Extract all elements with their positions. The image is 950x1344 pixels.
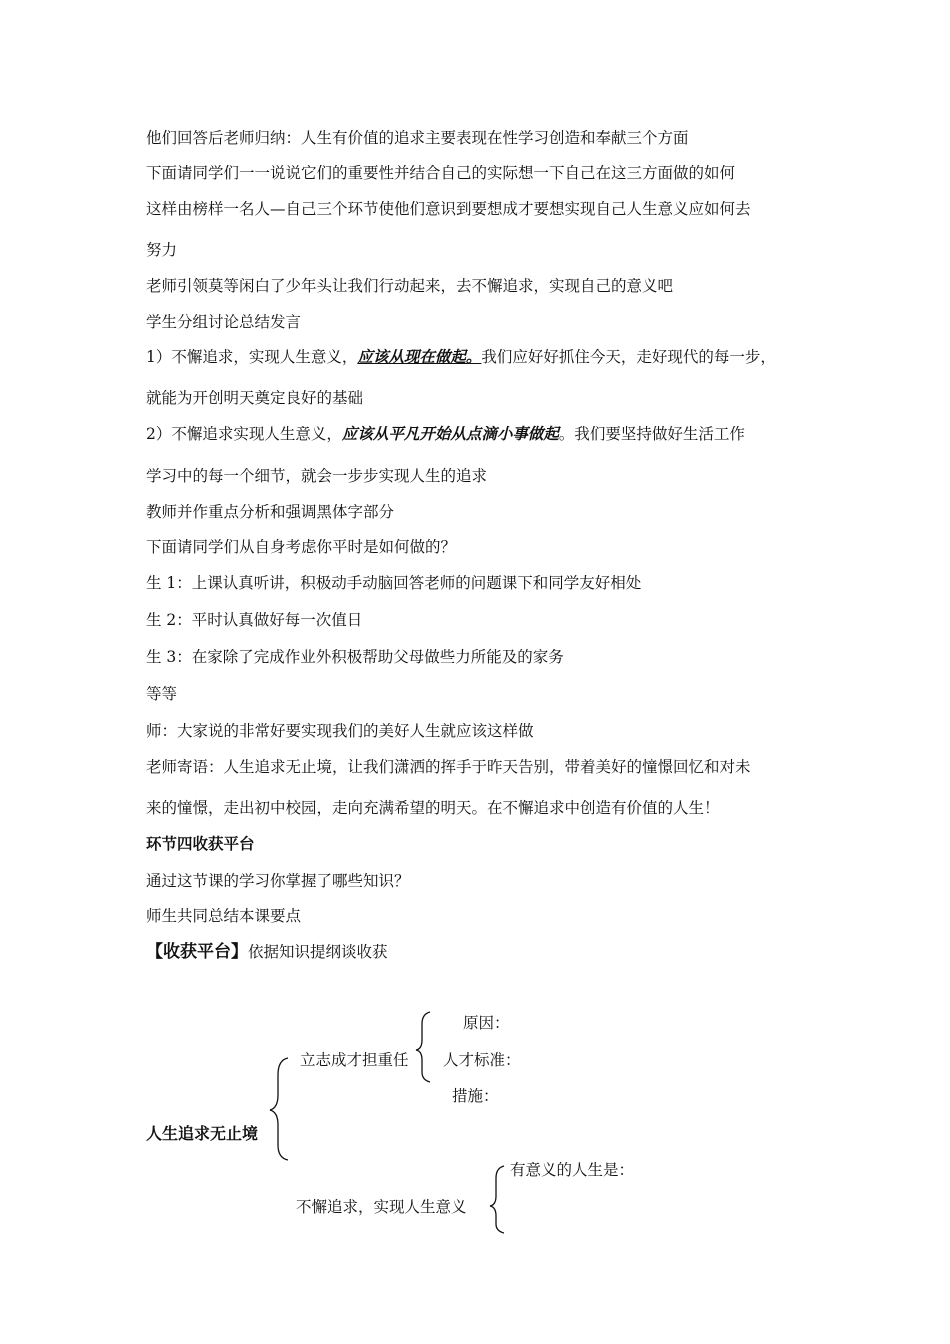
outline-item: 原因： [463, 1014, 510, 1032]
harvest-label: 【收获平台】 [146, 942, 248, 962]
paragraph: 师生共同总结本课要点 [146, 907, 302, 925]
branch2-brace [490, 1166, 504, 1233]
point-two-emphasis: 应该从平凡开始从点滴小事做起 [341, 424, 559, 443]
teacher-message: 来的憧憬，走出初中校园，走向充满希望的明天。在不懈追求中创造有价值的人生！ [146, 799, 720, 817]
section-title: 环节四收获平台 [146, 835, 255, 853]
student-answer: 生 1：上课认真听讲，积极动手动脑回答老师的问题课下和同学友好相处 [146, 574, 642, 592]
teacher-message: 老师寄语：人生追求无止境，让我们潇洒的挥手于昨天告别，带着美好的憧憬回忆和对未 [146, 758, 751, 776]
paragraph: 教师并作重点分析和强调黑体字部分 [146, 503, 395, 521]
point-one-lead: 1）不懈追求，实现人生意义， [146, 348, 358, 366]
paragraph: 老师引领莫等闲白了少年头让我们行动起来，去不懈追求，实现自己的意义吧 [146, 277, 674, 295]
paragraph: 学习中的每一个细节，就会一步步实现人生的追求 [146, 467, 488, 485]
point-two-tail: 。我们要坚持做好生活工作 [558, 425, 745, 443]
outline-item: 人才标准： [443, 1051, 521, 1069]
branch1-brace [416, 1012, 430, 1082]
paragraph: 下面请同学们从自身考虑你平时是如何做的？ [146, 538, 457, 556]
paragraph: 下面请同学们一一说说它们的重要性并结合自己的实际想一下自己在这三方面做的如何 [146, 164, 736, 182]
teacher-remark: 师：大家说的非常好要实现我们的美好人生就应该这样做 [146, 722, 534, 740]
outline-item: 有意义的人生是： [510, 1161, 635, 1179]
harvest-text: 依据知识提纲谈收获 [248, 943, 388, 961]
paragraph: 等等 [146, 685, 178, 703]
paragraph: 通过这节课的学习你掌握了哪些知识？ [146, 872, 410, 890]
point-one-emphasis: 应该从现在做起。 [357, 347, 482, 366]
outline-branch-2: 不懈追求，实现人生意义 [296, 1198, 467, 1216]
root-brace [270, 1058, 288, 1160]
student-answer: 生 2：平时认真做好每一次值日 [146, 611, 363, 629]
point-one-tail: 我们应好好抓住今天，走好现代的每一步， [481, 348, 776, 366]
paragraph: 他们回答后老师归纳：人生有价值的追求主要表现在性学习创造和奉献三个方面 [146, 129, 689, 147]
point-two-lead: 2）不懈追求实现人生意义， [146, 425, 342, 443]
student-answer: 生 3：在家除了完成作业外积极帮助父母做些力所能及的家务 [146, 648, 564, 666]
paragraph: 努力 [146, 241, 178, 259]
outline-item: 措施： [452, 1087, 499, 1105]
paragraph: 就能为开创明天奠定良好的基础 [146, 389, 364, 407]
outline-root: 人生追求无止境 [146, 1124, 259, 1143]
paragraph: 学生分组讨论总结发言 [146, 313, 302, 331]
paragraph: 这样由榜样一名人—自己三个环节使他们意识到要想成才要想实现自己人生意义应如何去 [146, 200, 751, 218]
outline-branch-1: 立志成才担重任 [300, 1051, 409, 1069]
